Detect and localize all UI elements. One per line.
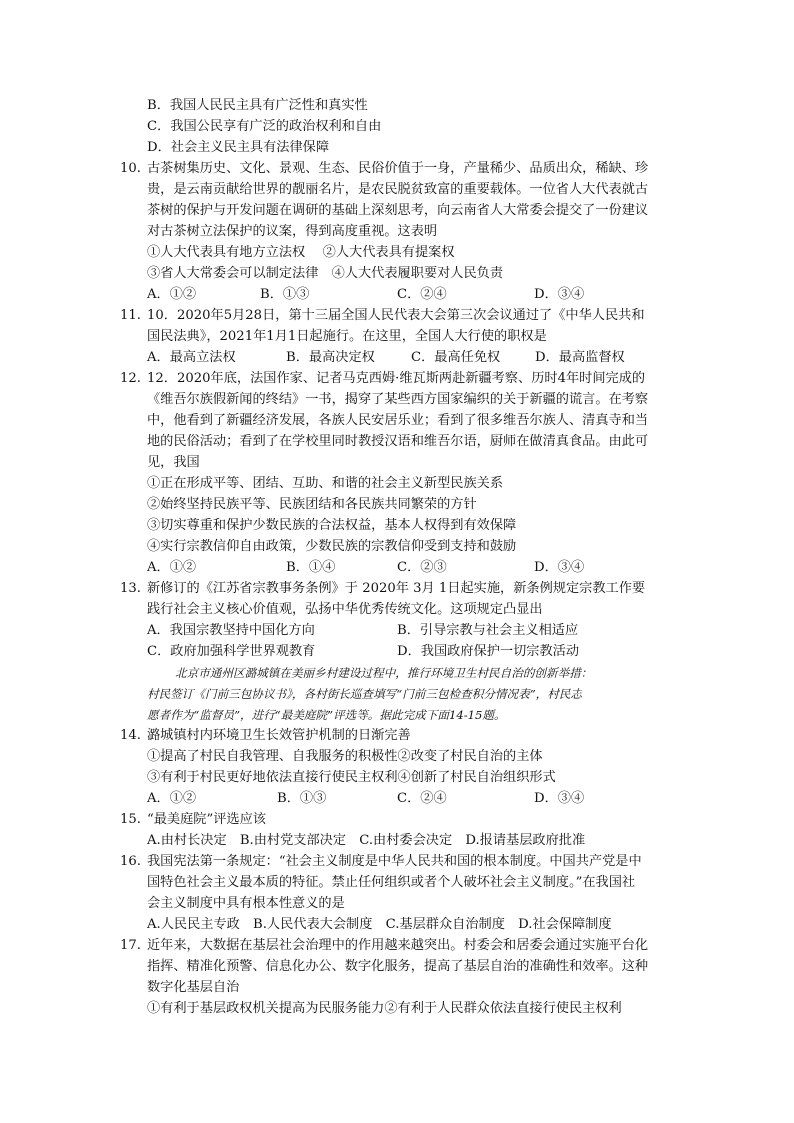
q12-option-d: D．③④ — [534, 560, 585, 575]
q12-statement: ④实行宗教信仰自由政策，少数民族的宗教信仰受到支持和鼓励 — [147, 539, 517, 554]
q11-option-c: C．最高任免权 — [411, 350, 501, 365]
q12-option-b: B．①④ — [286, 560, 336, 575]
q17-stem-line: 指挥、精准化预警、信息化办公、数字化服务，提高了基层自治的准确性和效率。这种 — [147, 959, 649, 974]
q11-option-d: D．最高监督权 — [535, 350, 625, 365]
q10-stem-line: 对古茶树立法保护的议案，得到高度重视。这表明 — [147, 224, 438, 239]
q13-stem-line: 新修订的《江苏省宗教事务条例》于 2020年 3月 1日起实施，新条例规定宗教工作要 — [147, 581, 646, 596]
q9-option-d: D．社会主义民主具有法律保障 — [147, 140, 330, 155]
q13-option-a: A．我国宗教坚持中国化方向 — [147, 623, 315, 638]
q10-option-c: C．②④ — [397, 287, 447, 302]
q12-statement: ③切实尊重和保护少数民族的合法权益，基本人权得到有效保障 — [147, 518, 517, 533]
q15-options: A.由村长决定 B.由村党支部决定 C.由村委会决定 D.报请基层政府批准 — [147, 833, 586, 848]
q16-stem-line: 国特色社会主义最本质的特征。禁止任何组织或者个人破坏社会主义制度。”在我国社 — [147, 875, 636, 890]
q10-stem-line: 古茶树集历史、文化、景观、生态、民俗价值于一身，产量稀少、品质出众，稀缺、珍 — [147, 161, 649, 176]
q10-statement: ③省人大常委会可以制定法律 ④人大代表履职要对人民负责 — [147, 266, 504, 281]
q14-option-c: C．②④ — [397, 791, 447, 806]
q17-stem-line: 数字化基层自治 — [147, 980, 240, 995]
q13-option-b: B．引导宗教与社会主义相适应 — [397, 623, 579, 638]
q11-option-a: A．最高立法权 — [147, 350, 236, 365]
q13-stem-line: 践行社会主义核心价值观，弘扬中华优秀传统文化。这项规定凸显出 — [147, 602, 543, 617]
q12-stem-line: 12．2020年底，法国作家、记者马克西姆·维瓦斯两赴新疆考察、历时4年时间完成的 — [147, 371, 646, 386]
q12-stem-line: 《维吾尔族假新闻的终结》一书，揭穿了某些西方国家编织的关于新疆的谎言。在考察 — [147, 392, 649, 407]
q14-statement: ①提高了村民自我管理、自我服务的积极性②改变了村民自治的主体 — [147, 749, 543, 764]
q12-stem-line: 见，我国 — [147, 455, 200, 470]
q17-number: 17. — [120, 938, 141, 953]
q14-option-b: B．①③ — [277, 791, 327, 806]
q10-option-d: D．③④ — [534, 287, 585, 302]
q10-statement: ①人大代表具有地方立法权 ②人大代表具有提案权 — [147, 245, 455, 260]
q10-option-b: B．①③ — [260, 287, 310, 302]
q16-stem-line: 会主义制度中具有根本性意义的是 — [147, 896, 345, 911]
q12-stem-line: 地的民俗活动；看到了在学校里同时教授汉语和维吾尔语，厨师在做清真食品。由此可 — [147, 434, 649, 449]
q16-number: 16. — [120, 854, 141, 869]
q13-option-c: C．政府加强科学世界观教育 — [147, 644, 316, 659]
q12-option-c: C．②③ — [397, 560, 447, 575]
q16-options: A.人民民主专政 B.人民代表大会制度 C.基层群众自治制度 D.社会保障制度 — [147, 917, 612, 932]
q12-statement: ①正在形成平等、团结、互助、和谐的社会主义新型民族关系 — [147, 476, 504, 491]
q15-number: 15. — [120, 812, 141, 827]
q10-number: 10. — [120, 161, 141, 176]
q17-stem-line: 近年来，大数据在基层社会治理中的作用越来越突出。村委会和居委会通过实施平台化 — [147, 938, 649, 953]
q12-stem-line: 中，他看到了新疆经济发展，各族人民安居乐业；看到了很多维吾尔族人、清真寺和当 — [147, 413, 649, 428]
q14-statement: ③有利于村民更好地依法直接行使民主权利④创新了村民自治组织形式 — [147, 770, 556, 785]
q14-number: 14. — [120, 728, 141, 743]
q14-option-d: D．③④ — [534, 791, 585, 806]
material-line: 村民签订《门前三包协议书》，各村街长巡查填写“门前三包检查积分情况表”，村民志 — [147, 687, 583, 701]
q12-statement: ②始终坚持民族平等、民族团结和各民族共同繁荣的方针 — [147, 497, 477, 512]
q14-option-a: A．①② — [147, 791, 197, 806]
q11-number: 11. — [120, 308, 141, 323]
q12-number: 12. — [120, 371, 141, 386]
q9-option-b: B．我国人民民主具有广泛性和真实性 — [147, 98, 368, 113]
q10-stem-line: 茶树的保护与开发问题在调研的基础上深刻思考，向云南省人大常委会提交了一份建议 — [147, 203, 649, 218]
q11-stem-line: 10．2020年5月28日，第十三届全国人民代表大会第三次会议通过了《中华人民共和 — [147, 308, 645, 323]
q14-stem-line: 潞城镇村内环境卫生长效管护机制的日渐完善 — [147, 728, 411, 743]
q10-stem-line: 贵，是云南贡献给世界的靓丽名片，是农民脱贫致富的重要载体。一位省人大代表就古 — [147, 182, 649, 197]
q10-option-a: A．①② — [147, 287, 197, 302]
q17-statement: ①有利于基层政权机关提高为民服务能力②有利于人民群众依法直接行使民主权利 — [147, 1001, 622, 1016]
q13-option-d: D．我国政府保护一切宗教活动 — [397, 644, 580, 659]
material-line: 北京市通州区潞城镇在美丽乡村建设过程中，推行环境卫生村民自治的创新举措： — [175, 666, 593, 680]
material-line: 愿者作为“监督员”，进行“最美庭院”评选等。据此完成下面14-15题。 — [147, 708, 506, 722]
q15-stem-line: “最美庭院”评选应该 — [147, 812, 266, 827]
q13-number: 13. — [120, 581, 141, 596]
q16-stem-line: 我国宪法第一条规定：“社会主义制度是中华人民共和国的根本制度。中国共产党是中 — [147, 854, 642, 869]
q12-option-a: A．①② — [147, 560, 197, 575]
q11-stem-line: 国民法典》，2021年1月1日起施行。在这里，全国人大行使的职权是 — [147, 329, 547, 344]
q11-option-b: B．最高决定权 — [286, 350, 375, 365]
q9-option-c: C．我国公民享有广泛的政治权利和自由 — [147, 119, 382, 134]
